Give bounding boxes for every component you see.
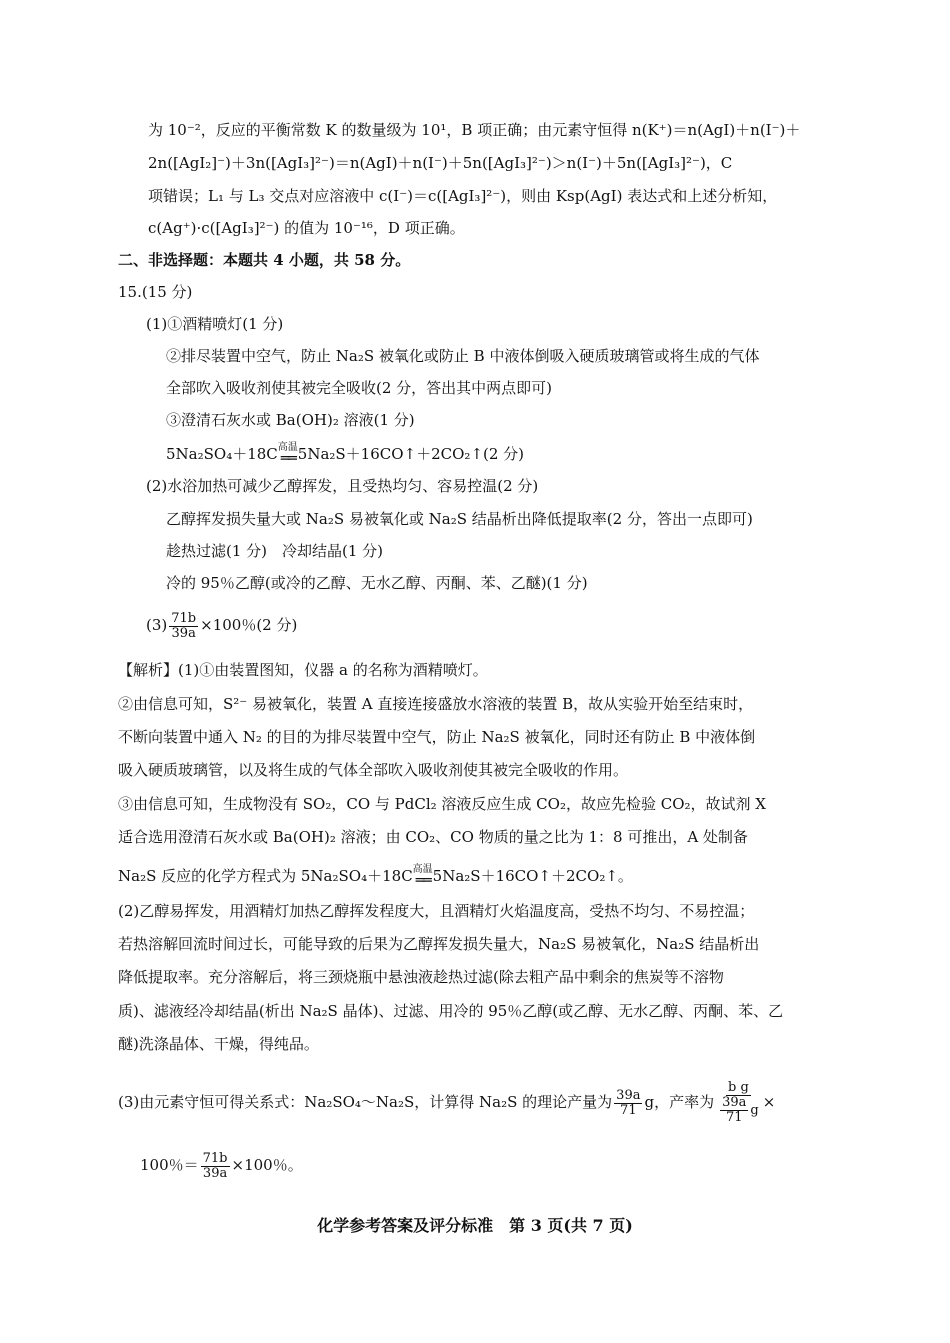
answer-1-1: (1)①酒精喷灯(1 分): [146, 315, 284, 333]
p6-suffix: ×100％。: [231, 1156, 303, 1174]
answer-2-4: 冷的 95％乙醇(或冷的乙醇、无水乙醇、丙酮、苯、乙醚)(1 分): [166, 574, 588, 592]
equation-right: 5Na₂S＋16CO↑＋2CO₂↑(2 分): [297, 445, 525, 463]
fraction-numerator: 71b: [202, 1150, 228, 1166]
analysis-equals-sign: ══: [415, 871, 430, 889]
answer-2-2: 乙醇挥发损失量大或 Na₂S 易被氧化或 Na₂S 结晶析出降低提取率(2 分，答出一点即可): [166, 510, 753, 528]
fraction-denominator: 39a: [202, 1165, 228, 1181]
fraction-denominator: 39a: [171, 625, 196, 641]
q14-line-1: 为 10⁻²，反应的平衡常数 K 的数量级为 10¹，B 项正确；由元素守恒得 n(K⁺)＝n(AgI)＋n(I⁻)＋: [148, 121, 801, 139]
theoretical-yield-fraction: [614, 1089, 642, 1118]
times-sign: ×: [762, 1093, 776, 1111]
answer-1-2b: 全部吹入吸收剂使其被完全吸收(2 分，答出其中两点即可): [166, 379, 553, 397]
analysis-p4e: 醚)洗涤晶体、干燥，得纯品。: [118, 1035, 319, 1053]
analysis-condition-label: 高温: [412, 864, 433, 875]
analysis-equation-right: 5Na₂S＋16CO↑＋2CO₂↑。: [432, 867, 633, 885]
inner-denominator: 71: [725, 1110, 743, 1125]
analysis-p4b: 若热溶解回流时间过长，可能导致的后果为乙醇挥发损失量大，Na₂S 易被氧化，Na₂S 结晶析出: [118, 935, 760, 953]
p6-prefix: 100％＝: [140, 1156, 199, 1174]
answer-1-3: ③澄清石灰水或 Ba(OH)₂ 溶液(1 分): [166, 411, 415, 429]
analysis-p5: [118, 1072, 775, 1132]
fraction-numerator: 39a: [616, 1087, 641, 1103]
analysis-p4c: 降低提取率。充分溶解后，将三颈烧瓶中悬浊液趁热过滤(除去粗产品中剩余的焦炭等不溶物: [118, 968, 724, 986]
page-footer: 化学参考答案及评分标准 第 3 页(共 7 页): [317, 1216, 633, 1235]
answer-3: [146, 610, 297, 641]
q14-line-2: 2n([AgI₂]⁻)＋3n([AgI₃]²⁻)＝n(AgI)＋n(I⁻)＋5n([AgI₃]²⁻)＞n(I⁻)＋5n([AgI₃]²⁻)，C: [148, 154, 733, 172]
analysis-p3b: 适合选用澄清石灰水或 Ba(OH)₂ 溶液；由 CO₂、CO 物质的量之比为 1：8 可推出，A 处制备: [118, 828, 748, 846]
answer-2-3: 趁热过滤(1 分) 冷却结晶(1 分): [166, 542, 384, 560]
equation-left: 5Na₂SO₄＋18C: [166, 445, 278, 463]
answer-1-2a: ②排尽装置中空气，防止 Na₂S 被氧化或防止 B 中液体倒吸入硬质玻璃管或将生成的气体: [166, 347, 760, 365]
answer-2-1: (2)水浴加热可减少乙醇挥发，且受热均匀、容易控温(2 分): [146, 477, 539, 495]
analysis-p6: [140, 1150, 303, 1181]
fraction-denominator: [716, 1096, 761, 1125]
p5-mid-text: g，产率为: [644, 1093, 715, 1111]
inner-unit: g: [750, 1103, 759, 1118]
analysis-p1: 【解析】(1)①由装置图知，仪器 a 的名称为酒精喷灯。: [118, 661, 488, 679]
analysis-p2c: 吸入硬质玻璃管，以及将生成的气体全部吹入吸收剂使其被完全吸收的作用。: [118, 761, 629, 779]
fraction-numerator: 71b: [171, 610, 197, 626]
analysis-p3a: ③由信息可知，生成物没有 SO₂，CO 与 PdCl₂ 溶液反应生成 CO₂，故应先检验 CO₂，故试剂 X: [118, 795, 766, 813]
analysis-equation-left: Na₂S 反应的化学方程式为 5Na₂SO₄＋18C: [118, 867, 413, 885]
yield-fraction: [169, 612, 198, 641]
fraction-numerator: b g: [728, 1080, 749, 1095]
yield-complex-fraction: [716, 1081, 761, 1125]
equation-answer: [166, 442, 525, 467]
q14-line-4: c(Ag⁺)·c([AgI₃]²⁻) 的值为 10⁻¹⁶，D 项正确。: [148, 219, 465, 237]
condition-label: 高温: [277, 442, 298, 453]
equals-sign: ══: [280, 449, 295, 467]
analysis-p2a: ②由信息可知，S²⁻ 易被氧化，装置 A 直接连接盛放水溶液的装置 B，故从实验开始至结束时，: [118, 695, 754, 713]
p5-text: (3)由元素守恒可得关系式：Na₂SO₄～Na₂S，计算得 Na₂S 的理论产量为: [118, 1093, 613, 1111]
analysis-p2b: 不断向装置中通入 N₂ 的目的为排尽装置中空气，防止 Na₂S 被氧化，同时还有防止 B 中液体倒: [118, 728, 756, 746]
fraction-denominator: 71: [620, 1102, 637, 1118]
q14-line-3: 项错误；L₁ 与 L₃ 交点对应溶液中 c(I⁻)＝c([AgI₃]²⁻)，则由 Ksp(AgI) 表达式和上述分析知，: [148, 187, 778, 205]
analysis-p4a: (2)乙醇易挥发，用酒精灯加热乙醇挥发程度大，且酒精灯火焰温度高，受热不均匀、不易控温；: [118, 902, 755, 920]
section-heading: 二、非选择题：本题共 4 小题，共 58 分。: [118, 251, 411, 269]
answer-3-suffix: ×100％(2 分): [200, 616, 298, 634]
analysis-p3c: [118, 864, 633, 889]
analysis-p4d: 质)、滤液经冷却结晶(析出 Na₂S 晶体)、过滤、用冷的 95％乙醇(或乙醇、无水乙醇、丙酮、苯、乙: [118, 1002, 784, 1020]
analysis-reaction-condition: [412, 864, 433, 889]
answer-3-label: (3): [146, 616, 168, 634]
question-15-header: 15.(15 分): [118, 283, 193, 301]
inner-fraction: [720, 1096, 748, 1125]
reaction-condition: [277, 442, 298, 467]
final-yield-fraction: [201, 1152, 230, 1181]
inner-numerator: 39a: [722, 1095, 747, 1110]
